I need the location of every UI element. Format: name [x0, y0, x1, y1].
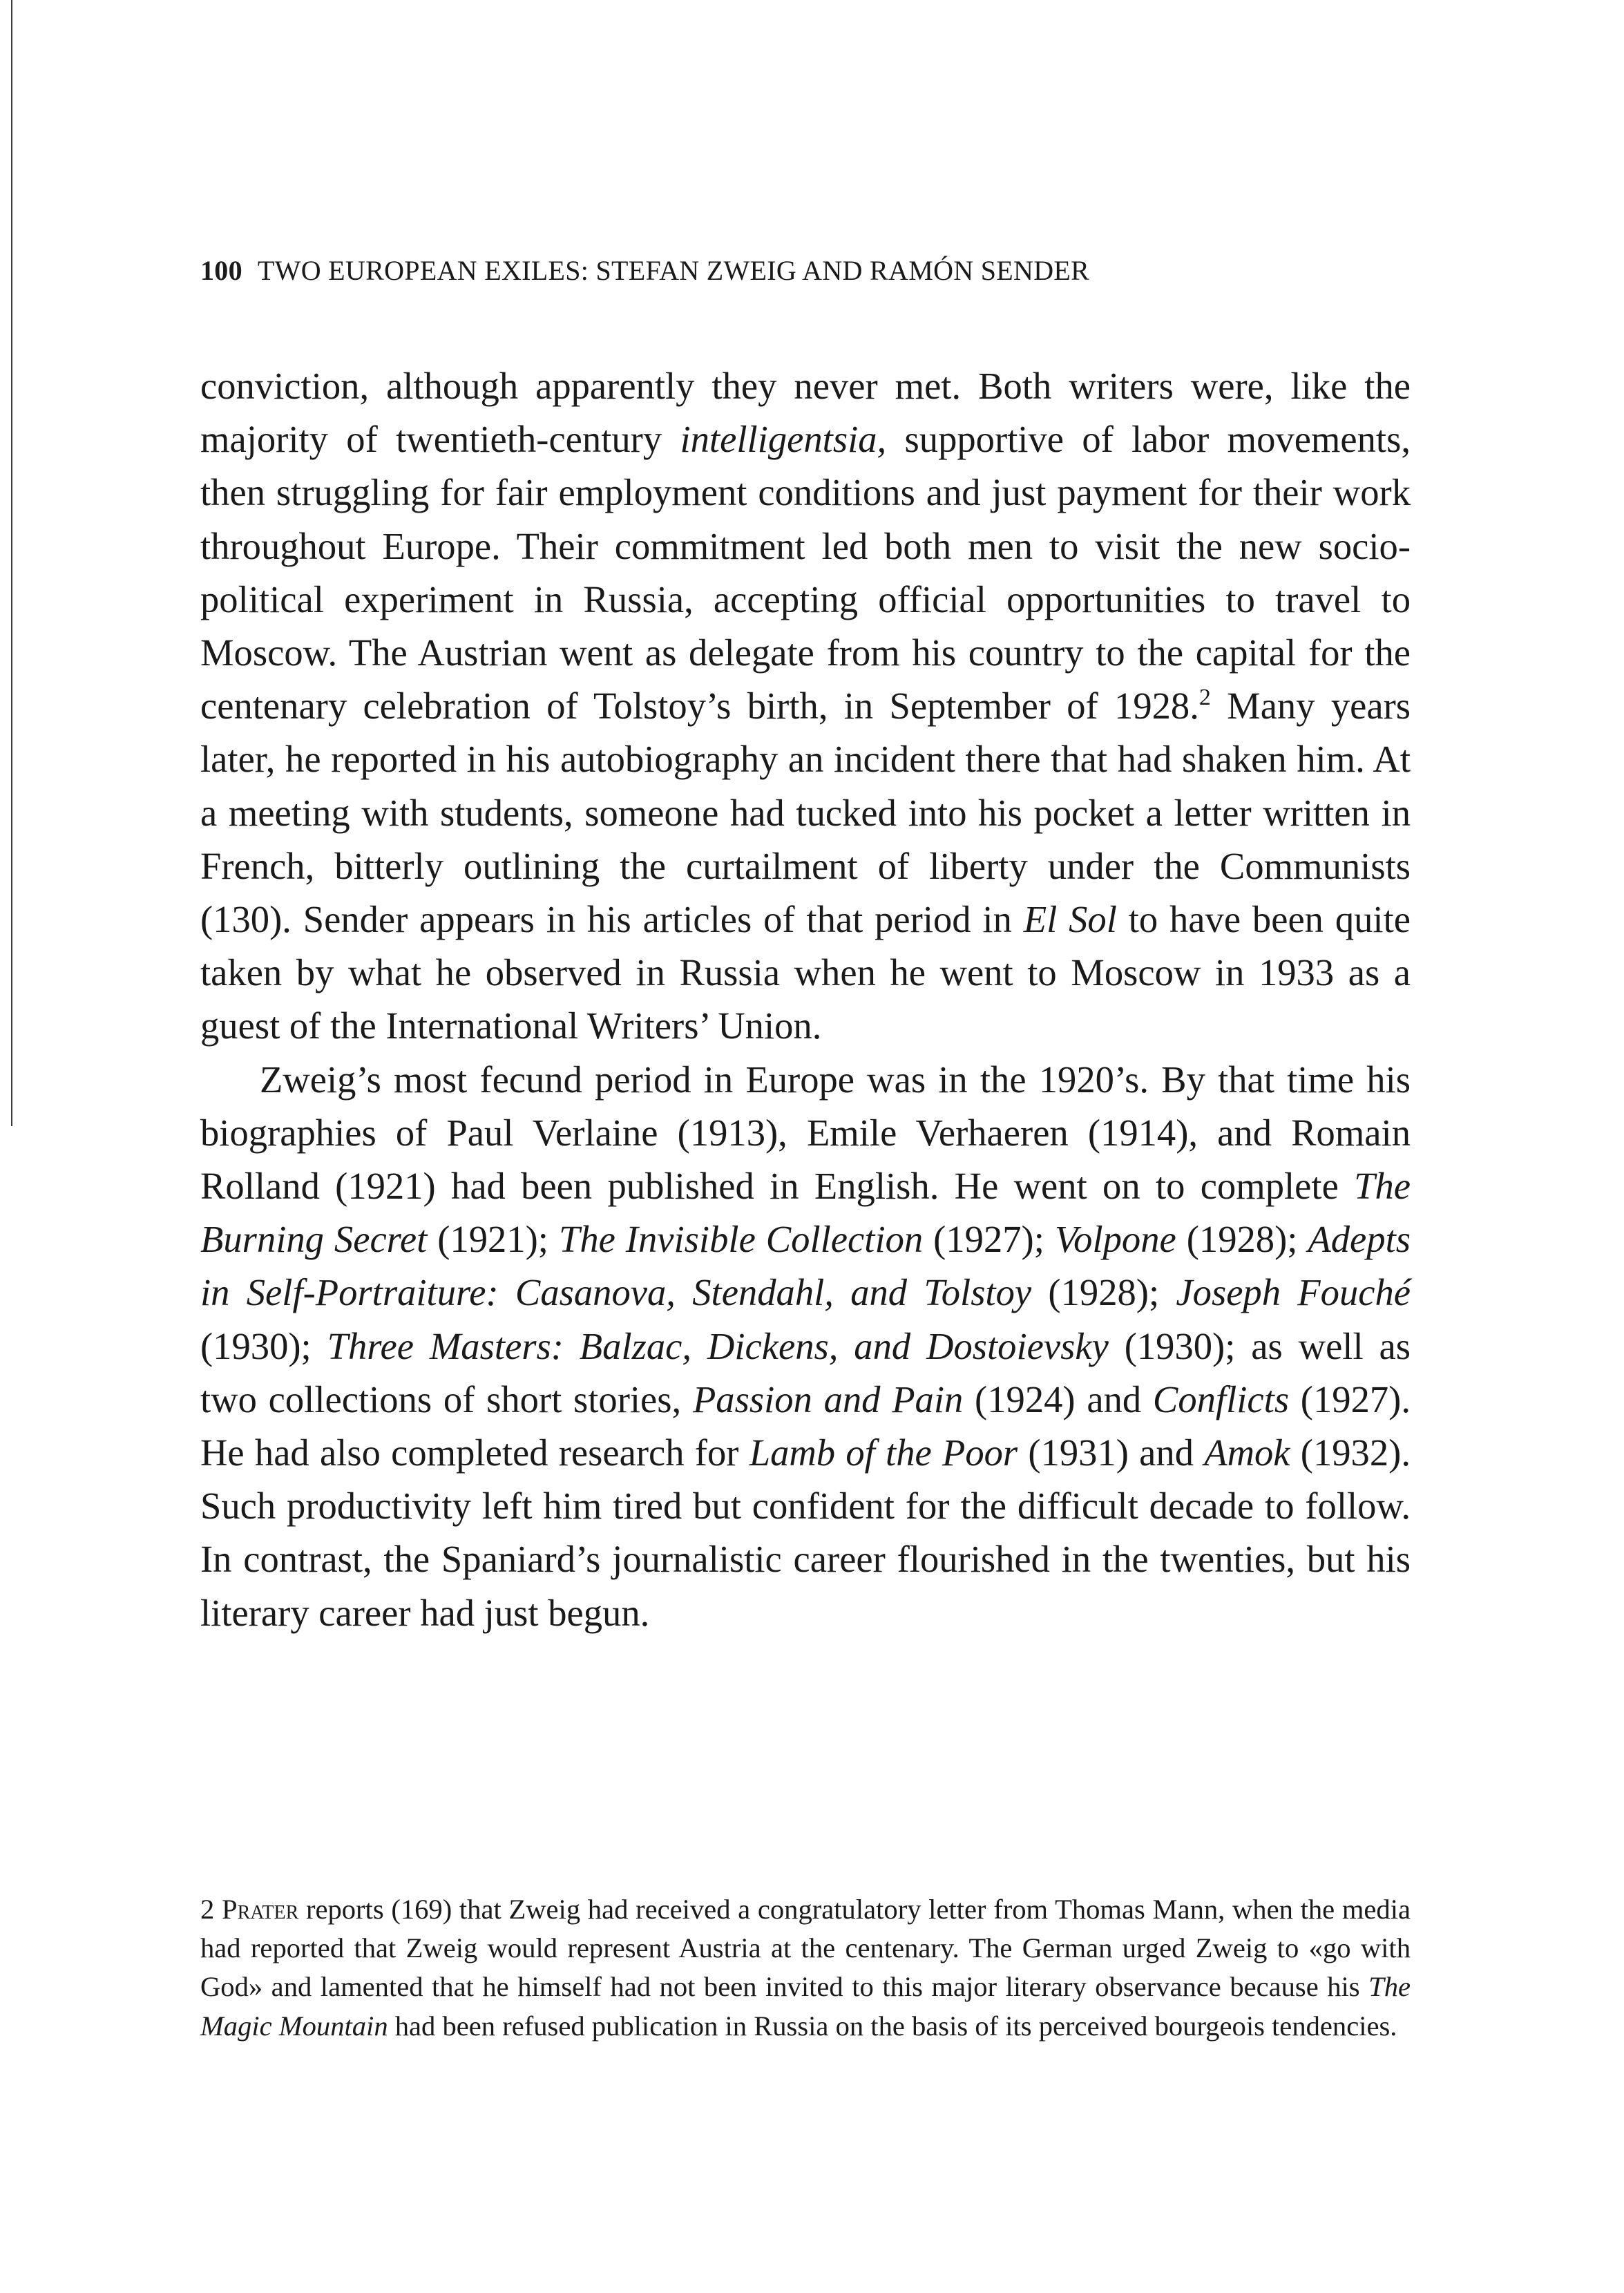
paragraph-1	[200, 359, 1411, 1053]
running-head	[200, 254, 1416, 287]
p2-text-11: (1932). Such productivity left him tired but confident for the difficult decade to follow. In contrast, the Spaniard’s journalistic career flourished in the twenties, but his literary career had just begun.	[200, 1431, 1411, 1634]
p1-italic-el-sol: El Sol	[1023, 898, 1117, 941]
p2-italic-title-3: Volpone	[1054, 1218, 1176, 1261]
footnote-italic-title: The Magic Mountain	[200, 1971, 1411, 2042]
p2-text-8: (1924) and	[963, 1378, 1153, 1420]
p2-text-2: (1921);	[427, 1218, 559, 1261]
p2-text-4: (1928);	[1176, 1218, 1308, 1261]
paragraph-2	[200, 1053, 1411, 1639]
p1-text-3: Many years later, he reported in his autobiography an incident there that had shaken him. At a meeting with students, someone had tucked into his pocket a letter written in French, bitterly outlining the curtailment of liberty under the Communists (130). Sender appears in his articles of that period in	[200, 685, 1411, 941]
page-number: 100	[200, 255, 242, 286]
footnote-text-1: reports (169) that Zweig had received a congratulatory letter from Thomas Mann, when the media had reported that Zweig would represent Austria at the centenary. The German urged Zweig to «go with God» and lamented that he himself had not been invited to this major literary observance because his	[200, 1894, 1411, 2003]
p1-text-1: conviction, although apparently they never met. Both writers were, like the majority of twentieth-century	[200, 365, 1411, 461]
p2-italic-title-8: Conflicts	[1152, 1378, 1290, 1420]
footnote-author: Prater	[222, 1894, 299, 1925]
p2-text-9: (1927). He had also completed research for	[200, 1378, 1411, 1474]
body-text	[200, 359, 1411, 1639]
p2-italic-title-7: Passion and Pain	[692, 1378, 964, 1420]
p2-text-1: Zweig’s most fecund period in Europe was in the 1920’s. By that time his biographies of Paul Verlaine (1913), Emile Verhaeren (1914), and Romain Rolland (1921) had been published in English. He went on to complete	[200, 1058, 1411, 1208]
p2-italic-title-6: Three Masters: Balzac, Dickens, and Dostoievsky	[327, 1324, 1109, 1367]
scan-edge-line	[11, 0, 12, 1126]
p2-text-3: (1927);	[923, 1218, 1055, 1261]
footnote-reference: 2	[1198, 685, 1211, 711]
running-title: TWO EUROPEAN EXILES: STEFAN ZWEIG AND RAMÓN SENDER	[257, 255, 1090, 286]
p2-text-10: (1931) and	[1018, 1431, 1205, 1474]
p2-italic-title-4: Adepts in Self-Portraiture: Casanova, Stendahl, and Tolstoy	[200, 1218, 1411, 1314]
p2-text-6: (1930);	[200, 1324, 327, 1367]
p2-italic-title-10: Amok	[1204, 1431, 1290, 1474]
p2-italic-title-5: Joseph Fouché	[1176, 1271, 1411, 1314]
p2-text-5: (1928);	[1031, 1271, 1176, 1314]
p1-text-2: supportive of labor movements, then struggling for fair employment conditions and just payment for their work throughout Europe. Their commitment led both men to visit the new socio-political experiment in Russia, accepting official opportunities to travel to Moscow. The Austrian went as delegate from his country to the capital for the centenary celebration of Tolstoy’s birth, in September of 1928.	[200, 418, 1411, 727]
footnote-text-2: had been refused publication in Russia on the basis of its perceived bourgeois tendencies.	[388, 2010, 1397, 2042]
footnote-number: 2	[200, 1894, 215, 1925]
p1-text-4: to have been quite taken by what he observed in Russia when he went to Moscow in 1933 as a guest of the International Writers’ Union.	[200, 898, 1411, 1047]
p2-text-7: (1930); as well as two collections of short stories,	[200, 1324, 1411, 1420]
footnote-2	[200, 1890, 1411, 2046]
footnote	[200, 1890, 1411, 2046]
p2-italic-title-1: The Burning Secret	[200, 1165, 1411, 1261]
p2-italic-title-2: The Invisible Collection	[558, 1218, 924, 1261]
p2-italic-title-9: Lamb of the Poor	[749, 1431, 1018, 1474]
p1-italic-intelligentsia: intelligentsia,	[680, 418, 887, 461]
